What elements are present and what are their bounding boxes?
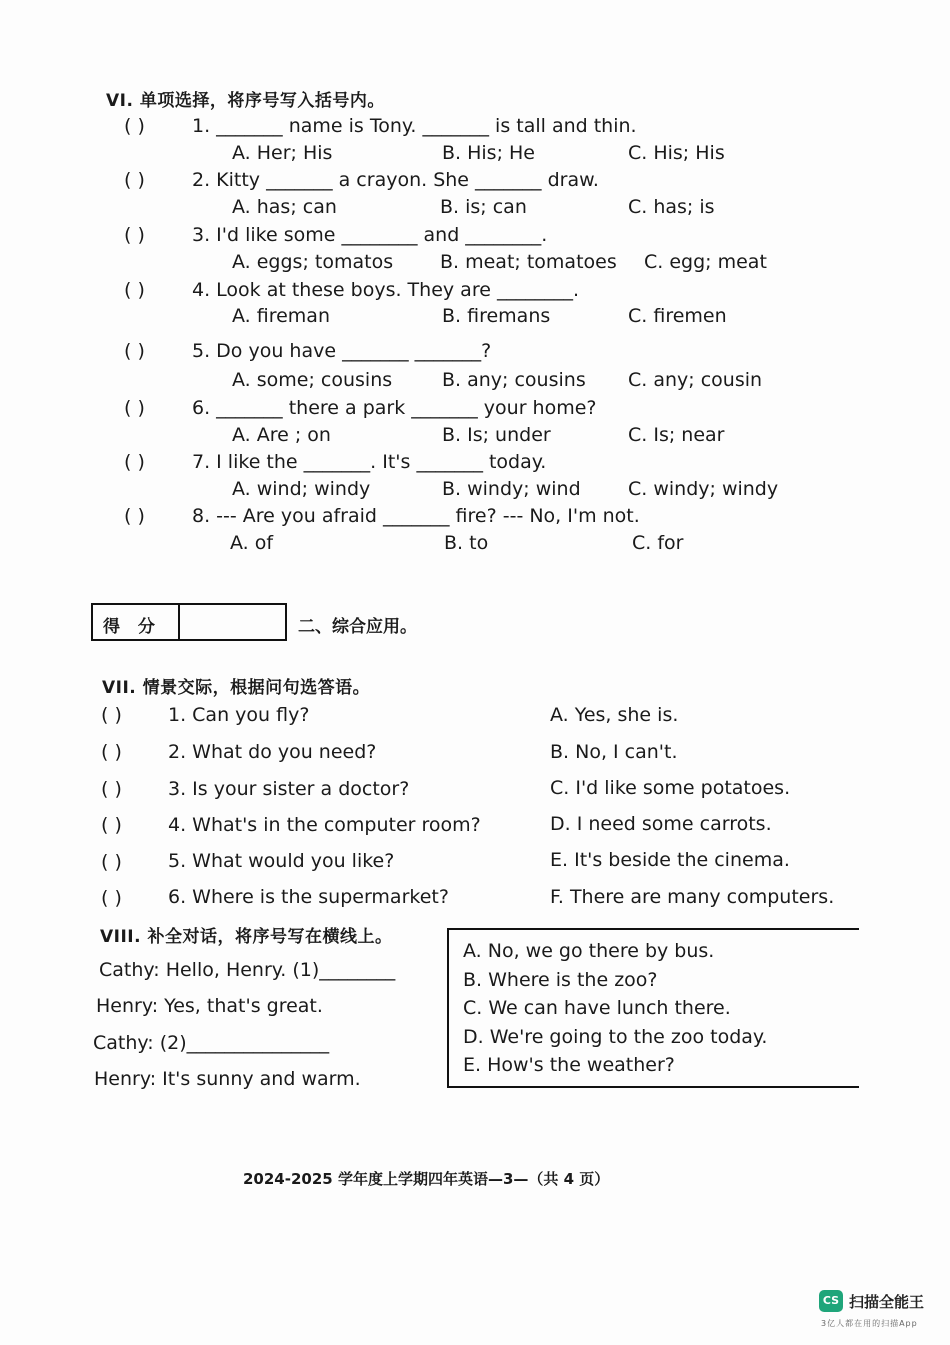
answer-paren[interactable]: ( ) xyxy=(124,397,145,419)
question-stem: 2. What do you need? xyxy=(168,741,377,763)
option-a: A. Her; His xyxy=(232,142,333,164)
option-b: B. to xyxy=(444,532,489,554)
answer-option: F. There are many computers. xyxy=(550,886,835,908)
answer-paren[interactable]: ( ) xyxy=(101,887,122,909)
answer-option: C. I'd like some potatoes. xyxy=(550,777,791,799)
dialogue-line: Henry: It's sunny and warm. xyxy=(94,1068,361,1090)
question-stem: 4. Look at these boys. They are ________. xyxy=(192,279,579,301)
dialogue-option: A. No, we go there by bus. xyxy=(463,940,715,962)
question-stem: 4. What's in the computer room? xyxy=(168,814,481,836)
scanner-logo-icon: CS xyxy=(819,1290,843,1312)
answer-paren[interactable]: ( ) xyxy=(101,704,122,726)
option-c: C. His; His xyxy=(628,142,725,164)
page-footer: 2024-2025 学年度上学期四年英语—3—（共 4 页） xyxy=(243,1170,610,1188)
dialogue-option: C. We can have lunch there. xyxy=(463,997,731,1019)
answer-paren[interactable]: ( ) xyxy=(124,451,145,473)
scanner-slogan: 3亿人都在用的扫描App xyxy=(821,1319,918,1328)
option-c: C. windy; windy xyxy=(628,478,779,500)
dialogue-line: Henry: Yes, that's great. xyxy=(96,995,323,1017)
score-divider xyxy=(178,605,180,641)
section-viii-heading: VIII. 补全对话，将序号写在横线上。 xyxy=(100,927,393,947)
option-c: C. egg; meat xyxy=(644,251,767,273)
score-label: 得 分 xyxy=(103,617,161,637)
question-stem: 2. Kitty _______ a crayon. She _______ draw. xyxy=(192,169,599,191)
question-stem: 1. Can you fly? xyxy=(168,704,310,726)
option-a: A. eggs; tomatos xyxy=(232,251,394,273)
option-b: B. is; can xyxy=(440,196,527,218)
option-b: B. His; He xyxy=(442,142,535,164)
dialogue-option: E. How's the weather? xyxy=(463,1054,675,1076)
section-vii-heading: VII. 情景交际，根据问句选答语。 xyxy=(102,678,371,698)
answer-option: A. Yes, she is. xyxy=(550,704,679,726)
answer-paren[interactable]: ( ) xyxy=(124,279,145,301)
question-stem: 5. Do you have _______ _______? xyxy=(192,340,492,362)
option-a: A. has; can xyxy=(232,196,337,218)
question-stem: 7. I like the _______. It's _______ today. xyxy=(192,451,547,473)
answer-paren[interactable]: ( ) xyxy=(101,814,122,836)
answer-paren[interactable]: ( ) xyxy=(124,224,145,246)
option-c: C. any; cousin xyxy=(628,369,763,391)
answer-option: B. No, I can't. xyxy=(550,741,678,763)
answer-paren[interactable]: ( ) xyxy=(101,778,122,800)
dialogue-line: Cathy: Hello, Henry. (1)________ xyxy=(99,959,396,981)
option-b: B. meat; tomatoes xyxy=(440,251,617,273)
answer-paren[interactable]: ( ) xyxy=(124,169,145,191)
question-stem: 3. Is your sister a doctor? xyxy=(168,778,410,800)
dialogue-options-box xyxy=(447,928,859,1088)
scanner-app-name: 扫描全能王 xyxy=(849,1293,925,1311)
option-b: B. any; cousins xyxy=(442,369,586,391)
dialogue-line: Cathy: (2)_______________ xyxy=(93,1032,330,1054)
option-b: B. firemans xyxy=(442,305,551,327)
question-stem: 1. _______ name is Tony. _______ is tall and thin. xyxy=(192,115,637,137)
question-stem: 6. Where is the supermarket? xyxy=(168,886,449,908)
score-box xyxy=(91,603,287,641)
dialogue-option: B. Where is the zoo? xyxy=(463,969,658,991)
question-stem: 8. --- Are you afraid _______ fire? --- No, I'm not. xyxy=(192,505,640,527)
question-stem: 3. I'd like some ________ and ________. xyxy=(192,224,548,246)
option-a: A. fireman xyxy=(232,305,330,327)
option-c: C. for xyxy=(632,532,684,554)
answer-option: E. It's beside the cinema. xyxy=(550,849,790,871)
section-vi-heading: VI. 单项选择，将序号写入括号内。 xyxy=(106,91,385,111)
question-stem: 6. _______ there a park _______ your home? xyxy=(192,397,597,419)
option-a: A. some; cousins xyxy=(232,369,393,391)
question-stem: 5. What would you like? xyxy=(168,850,395,872)
option-c: C. firemen xyxy=(628,305,727,327)
answer-paren[interactable]: ( ) xyxy=(124,505,145,527)
option-b: B. Is; under xyxy=(442,424,551,446)
option-a: A. Are ; on xyxy=(232,424,331,446)
option-a: A. of xyxy=(230,532,274,554)
answer-paren[interactable]: ( ) xyxy=(101,741,122,763)
answer-paren[interactable]: ( ) xyxy=(124,115,145,137)
option-c: C. Is; near xyxy=(628,424,725,446)
answer-paren[interactable]: ( ) xyxy=(101,851,122,873)
section-2-title: 二、综合应用。 xyxy=(298,617,417,637)
answer-paren[interactable]: ( ) xyxy=(124,340,145,362)
option-b: B. windy; wind xyxy=(442,478,581,500)
option-c: C. has; is xyxy=(628,196,715,218)
dialogue-option: D. We're going to the zoo today. xyxy=(463,1026,768,1048)
answer-option: D. I need some carrots. xyxy=(550,813,772,835)
option-a: A. wind; windy xyxy=(232,478,371,500)
